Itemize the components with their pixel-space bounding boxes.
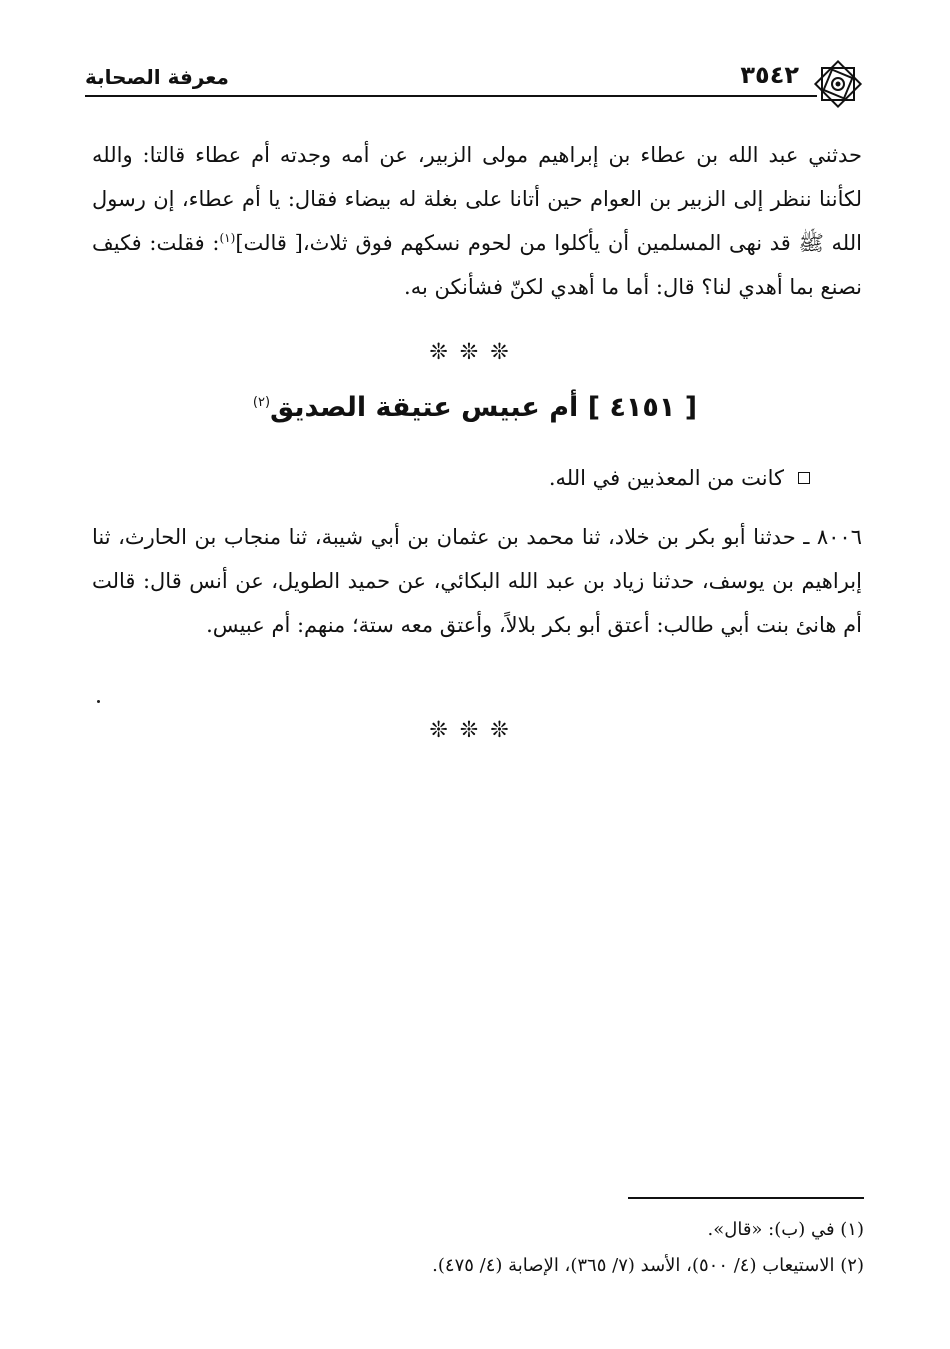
- entry-heading: [0, 392, 950, 423]
- footnote-2: (٢) الاستيعاب (٤/ ٥٠٠)، الأسد (٧/ ٣٦٥)، الإصابة (٤/ ٤٧٥).: [432, 1255, 864, 1276]
- biography-line: [549, 458, 810, 498]
- section-separator-end: ❊❊❊: [429, 718, 521, 743]
- section-separator: ❊❊❊: [429, 340, 521, 365]
- footnote-rule: [628, 1197, 864, 1199]
- paragraph-text-continued: : فقلت: فكيف نصنع بما أهدي لنا؟ قال: أما ما أهدي لكنّ فشأنكن به.: [92, 231, 862, 299]
- footnote-1: (١) في (ب): «قال».: [707, 1219, 864, 1240]
- book-title: معرفة الصحابة: [85, 65, 229, 89]
- stray-dot: [97, 700, 100, 703]
- hadith-paragraph: [92, 133, 862, 309]
- hadith-paragraph-8006: ٨٠٠٦ ـ حدثنا أبو بكر بن خلاد، ثنا محمد بن عثمان بن أبي شيبة، ثنا منجاب بن الحارث، ثنا إبراهيم بن يوسف، حدثنا زياد بن عبد الله البكائي، عن حميد الطويل، عن أنس قال: قالت أم هانئ بنت أبي طالب: أعتق أبو بكر بلالاً، وأعتق معه ستة؛ منهم: أم عبيس.: [92, 525, 862, 637]
- star-rosette-icon: [811, 57, 865, 111]
- page-header: [85, 55, 865, 111]
- page-number: ٣٥٤٢: [740, 61, 799, 89]
- header-rule: [85, 95, 817, 97]
- entry-number: [ ٤١٥١ ]: [587, 392, 698, 423]
- footnote-reference-1[interactable]: (١): [219, 231, 236, 245]
- entry-name: أم عبيس عتيقة الصديق: [270, 392, 579, 423]
- footnotes: [164, 1212, 864, 1284]
- biography-text: كانت من المعذبين في الله.: [548, 466, 784, 490]
- paragraph-text: حدثني عبد الله بن عطاء بن إبراهيم مولى الزبير، عن أمه وجدته أم عطاء قالتا: والله لكأننا ننظر إلى الزبير بن العوام حين أتانا على بغلة له بيضاء فقال: يا أم عطاء، إن رسول الله ﷺ قد نهى المسلمين أن يأكلوا من لحوم نسكهم فوق ثلاث،[ قالت]: [92, 143, 862, 255]
- square-bullet-icon: [798, 472, 810, 484]
- footnote-reference-2[interactable]: (٢): [252, 395, 271, 410]
